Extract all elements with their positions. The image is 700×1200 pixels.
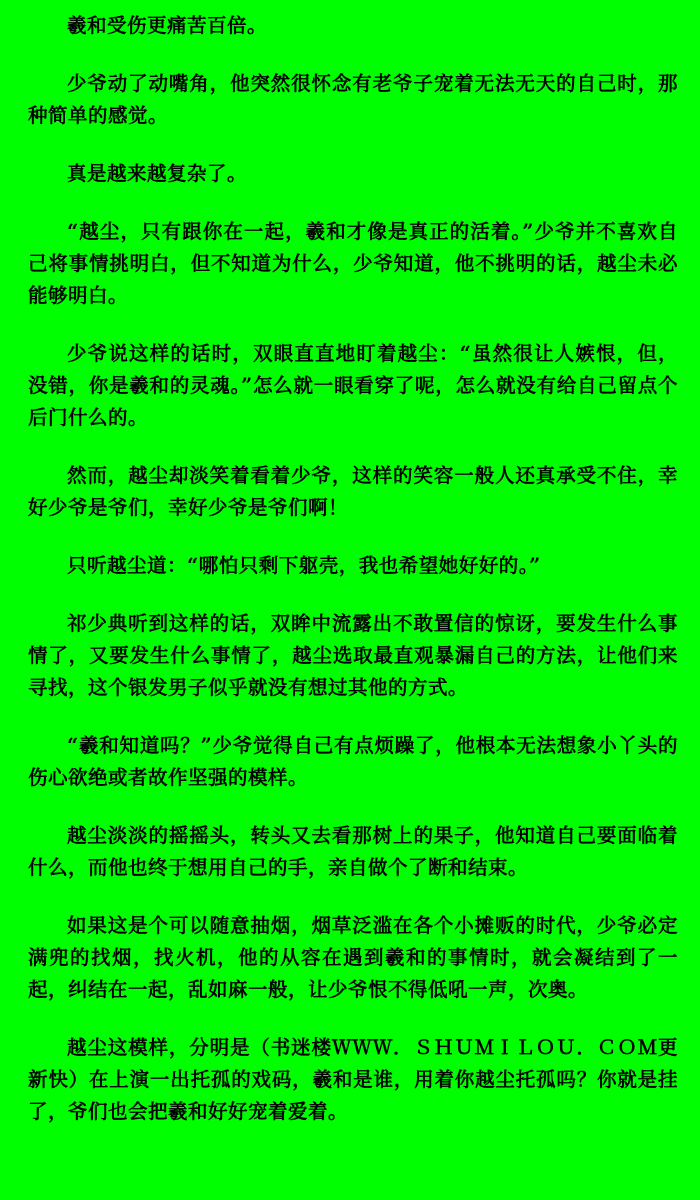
paragraph: 祁少典听到这样的话，双眸中流露出不敢置信的惊讶，要发生什么事情了，又要发生什么事情了，越尘选取最直观暴漏自己的方法，让他们来寻找，这个银发男子似乎就没有想过其他的方式。 [28, 612, 678, 699]
paragraph: 真是越来越复杂了。 [67, 162, 248, 185]
paragraph: 少爷说这样的话时，双眼直直地盯着越尘：“虽然很让人嫉恨，但，没错，你是羲和的灵魂。”怎么就一眼看穿了呢，怎么就没有给自己留点个后门什么的。 [28, 342, 678, 429]
paragraph: 只听越尘道：“哪怕只剩下躯壳，我也希望她好好的。” [67, 554, 541, 577]
paragraph: 然而，越尘却淡笑着看着少爷，这样的笑容一般人还真承受不住，幸好少爷是爷们，幸好少爷是爷们啊！ [28, 464, 678, 519]
paragraph: 少爷动了动嘴角，他突然很怀念有老爷子宠着无法无天的自己时，那种简单的感觉。 [28, 72, 678, 127]
paragraph: 越尘淡淡的摇摇头，转头又去看那树上的果子，他知道自己要面临着什么，而他也终于想用自己的手，亲自做个了断和结束。 [28, 824, 678, 879]
paragraph: “越尘，只有跟你在一起，羲和才像是真正的活着。”少爷并不喜欢自己将事情挑明白，但不知道为什么，少爷知道，他不挑明的话，越尘未必能够明白。 [28, 220, 678, 307]
paragraph: 羲和受伤更痛苦百倍。 [67, 14, 268, 37]
paragraph: “羲和知道吗？”少爷觉得自己有点烦躁了，他根本无法想象小丫头的伤心欲绝或者故作坚强的模样。 [28, 734, 678, 789]
paragraph: 如果这是个可以随意抽烟，烟草泛滥在各个小摊贩的时代，少爷必定满兜的找烟，找火机，他的从容在遇到羲和的事情时，就会凝结到了一起，纠结在一起，乱如麻一般，让少爷恨不得低吼一声，次奥。 [28, 914, 678, 1001]
paragraph: 越尘这模样，分明是（书迷楼ＷＷＷ．ＳＨＵＭＩＬＯＵ．ＣＯＭ更新快）在上演一出托孤的戏码，羲和是谁，用着你越尘托孤吗？你就是挂了，爷们也会把羲和好好宠着爱着。 [28, 1036, 678, 1123]
